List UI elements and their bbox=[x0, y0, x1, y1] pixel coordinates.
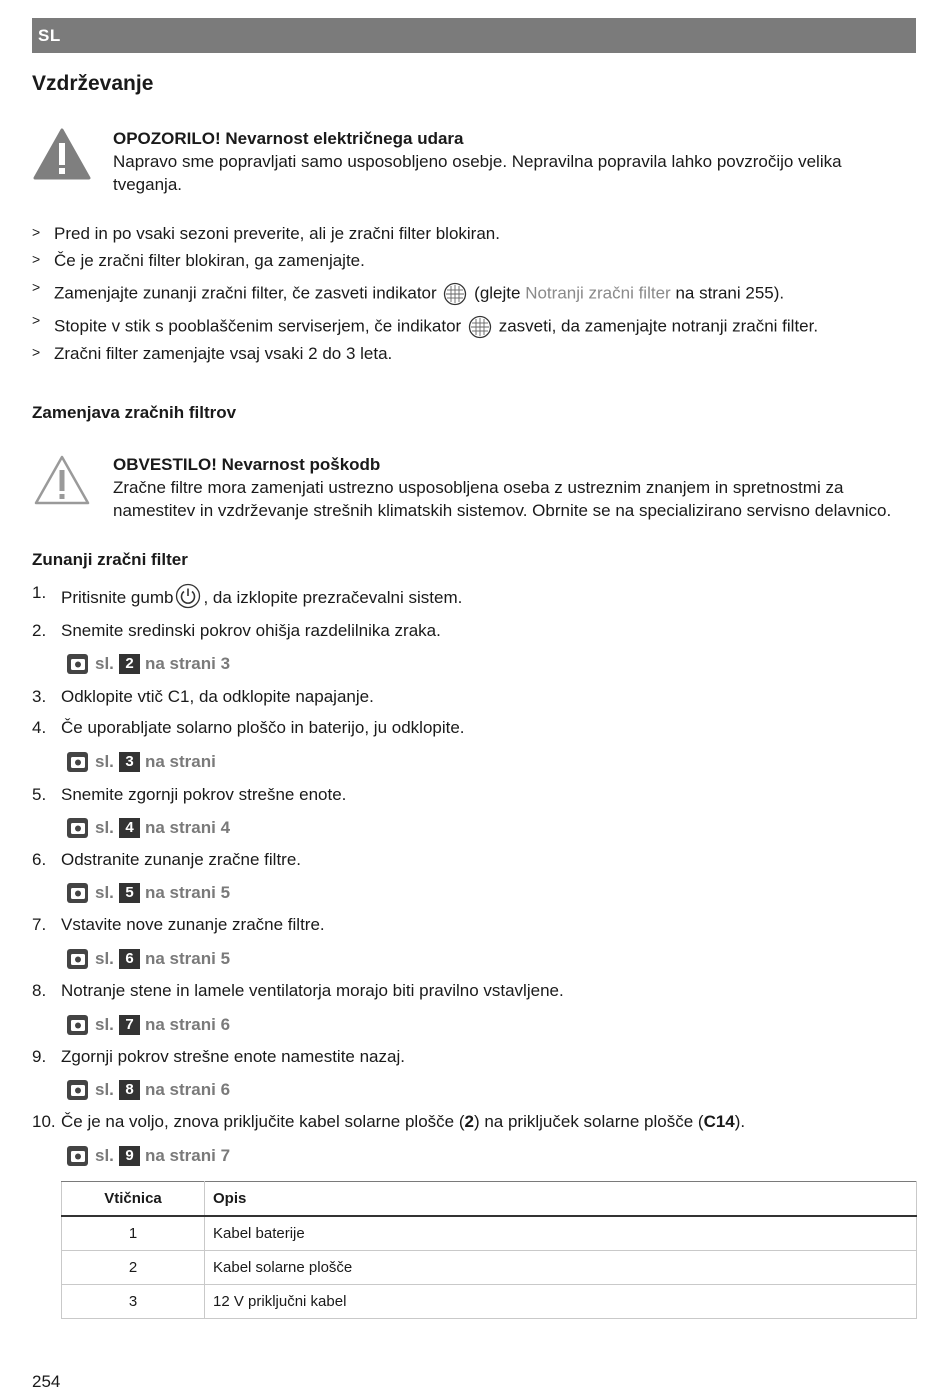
camera-icon bbox=[67, 817, 89, 839]
camera-icon bbox=[67, 882, 89, 904]
table-row bbox=[62, 1251, 917, 1285]
table-cell: 1 bbox=[62, 1216, 205, 1251]
connector-table bbox=[61, 1181, 917, 1319]
warning-triangle-icon bbox=[32, 127, 92, 181]
warning-triangle-icon bbox=[32, 453, 92, 507]
table-cell: 2 bbox=[62, 1251, 205, 1285]
camera-icon bbox=[67, 1079, 89, 1101]
camera-icon bbox=[67, 1014, 89, 1036]
internal-filter-link[interactable]: Notranji zračni filter bbox=[525, 283, 671, 303]
table-row bbox=[62, 1216, 917, 1251]
camera-icon bbox=[67, 1145, 89, 1167]
section-heading: Zamenjava zračnih filtrov bbox=[32, 403, 237, 422]
warning-title: OPOZORILO! Nevarnost električnega udara bbox=[113, 129, 464, 148]
page-number: 254 bbox=[32, 1372, 61, 1391]
table-header-row bbox=[62, 1182, 917, 1217]
camera-icon bbox=[67, 653, 89, 675]
language-code: SL bbox=[38, 26, 61, 45]
language-bar bbox=[32, 18, 916, 53]
page-title: Vzdrževanje bbox=[32, 72, 154, 95]
table-cell: Kabel baterije bbox=[205, 1216, 917, 1251]
camera-icon bbox=[67, 751, 89, 773]
column-header: Opis bbox=[205, 1182, 917, 1217]
table-cell: 12 V priključni kabel bbox=[205, 1285, 917, 1319]
notice-text: Zračne filtre mora zamenjati ustrezno usposobljena oseba z ustreznim znanjem in spretnostmi za namestitev in vzdrževanje strešnih klimatskih sistemov. Obrnite se na specializirano servisno delavnico. bbox=[113, 478, 892, 520]
table-row bbox=[62, 1285, 917, 1319]
column-header: Vtičnica bbox=[62, 1182, 205, 1217]
table-cell: Kabel solarne plošče bbox=[205, 1251, 917, 1285]
power-button-icon bbox=[175, 583, 201, 609]
notice-title: OBVESTILO! Nevarnost poškodb bbox=[113, 455, 381, 474]
table-cell: 3 bbox=[62, 1285, 205, 1319]
filter-indicator-icon bbox=[468, 315, 492, 339]
warning-text: Napravo sme popravljati samo usposobljeno osebje. Nepravilna popravila lahko povzročijo velika tveganja. bbox=[113, 152, 842, 194]
filter-indicator-icon bbox=[443, 282, 467, 306]
camera-icon bbox=[67, 948, 89, 970]
section-heading: Zunanji zračni filter bbox=[32, 550, 188, 569]
